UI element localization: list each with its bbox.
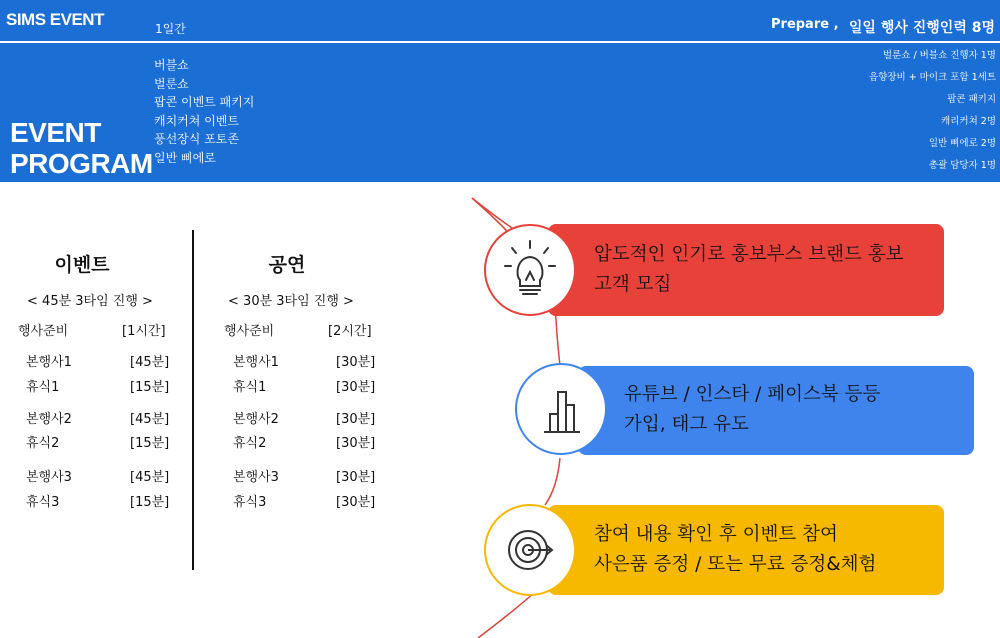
show-row-label: 본행사2	[233, 412, 279, 427]
show-schedule-subtitle: < 30분 3타임 진행 >	[228, 294, 354, 309]
staff-item: 음향장비 + 마이크 포함 1세트	[868, 72, 996, 83]
show-row-time: [30분]	[336, 436, 376, 451]
staff-total: 일일 행사 진행인력 8명	[848, 20, 995, 36]
event-row-label: 본행사3	[26, 470, 72, 485]
promo-card-brand	[548, 224, 944, 316]
show-row-label: 본행사1	[233, 355, 279, 370]
program-item: 벌룬쇼	[154, 76, 189, 91]
event-row-label: 휴식3	[26, 495, 60, 510]
event-row-label: 본행사2	[26, 412, 72, 427]
program-item: 팝콘 이벤트 패키지	[154, 95, 255, 109]
promo-card-line1: 유튜브 / 인스타 / 페이스북 등등	[624, 384, 881, 405]
staff-item: 팝콘 패키지	[947, 94, 996, 105]
show-row-time: [30분]	[336, 495, 376, 510]
program-item: 버블쇼	[154, 58, 189, 72]
event-prep-time: [1시간]	[122, 324, 166, 339]
staff-item: 일반 삐에로 2명	[928, 138, 996, 149]
show-row-label: 휴식1	[233, 380, 267, 395]
event-schedule-title: 이벤트	[54, 254, 110, 276]
event-row-time: [15분]	[130, 380, 170, 395]
event-row-time: [45분]	[130, 470, 170, 485]
show-row-time: [30분]	[336, 412, 376, 427]
event-row-label: 휴식2	[26, 436, 60, 451]
target-icon	[484, 504, 576, 596]
show-prep-label: 행사준비	[224, 324, 275, 339]
show-row-label: 휴식3	[233, 495, 267, 510]
program-item: 캐치커쳐 이벤트	[154, 113, 239, 128]
promo-card-line1: 압도적인 인기로 홍보부스 브랜드 홍보	[594, 244, 904, 265]
show-row-label: 휴식2	[233, 436, 267, 451]
program-item: 풍선장식 포토존	[154, 132, 239, 146]
show-row-label: 본행사3	[233, 470, 279, 485]
event-schedule-subtitle: < 45분 3타임 진행 >	[27, 294, 153, 309]
brand-logo: SIMS EVENT	[6, 10, 104, 29]
prepare-label: Prepare ,	[771, 17, 839, 32]
program-item: 일반 삐에로	[154, 150, 216, 165]
show-row-time: [30분]	[336, 380, 376, 395]
event-row-time: [15분]	[130, 436, 170, 451]
staff-item: 총괄 담당자 1명	[928, 160, 996, 171]
bar-chart-icon	[515, 363, 607, 455]
event-row-label: 본행사1	[26, 355, 72, 370]
show-row-time: [30분]	[336, 470, 376, 485]
show-row-time: [30분]	[336, 355, 376, 370]
event-row-time: [45분]	[130, 412, 170, 427]
event-prep-label: 행사준비	[18, 324, 69, 339]
promo-card-line2: 가입, 태그 유도	[624, 414, 749, 435]
staff-item: 캐리커쳐 2명	[941, 116, 996, 127]
show-prep-time: [2시간]	[328, 324, 372, 339]
staff-item: 벌룬쇼 / 버블쇼 진행자 1명	[882, 50, 996, 61]
promo-card-line2: 고객 모집	[594, 274, 672, 295]
promo-card-line1: 참여 내용 확인 후 이벤트 참여	[594, 524, 838, 545]
event-duration: 1일간	[155, 22, 186, 36]
promo-card-line2: 사은품 증정 / 또는 무료 증정&체험	[594, 554, 877, 575]
promo-card-gift	[548, 505, 944, 595]
show-schedule-title: 공연	[268, 254, 306, 276]
title-line-1: EVENT	[10, 117, 101, 148]
event-row-label: 휴식1	[26, 380, 60, 395]
event-row-time: [45분]	[130, 355, 170, 370]
promo-card-sns	[578, 366, 974, 455]
lightbulb-icon	[484, 224, 576, 316]
event-row-time: [15분]	[130, 495, 170, 510]
title-line-2: PROGRAM	[10, 148, 153, 179]
